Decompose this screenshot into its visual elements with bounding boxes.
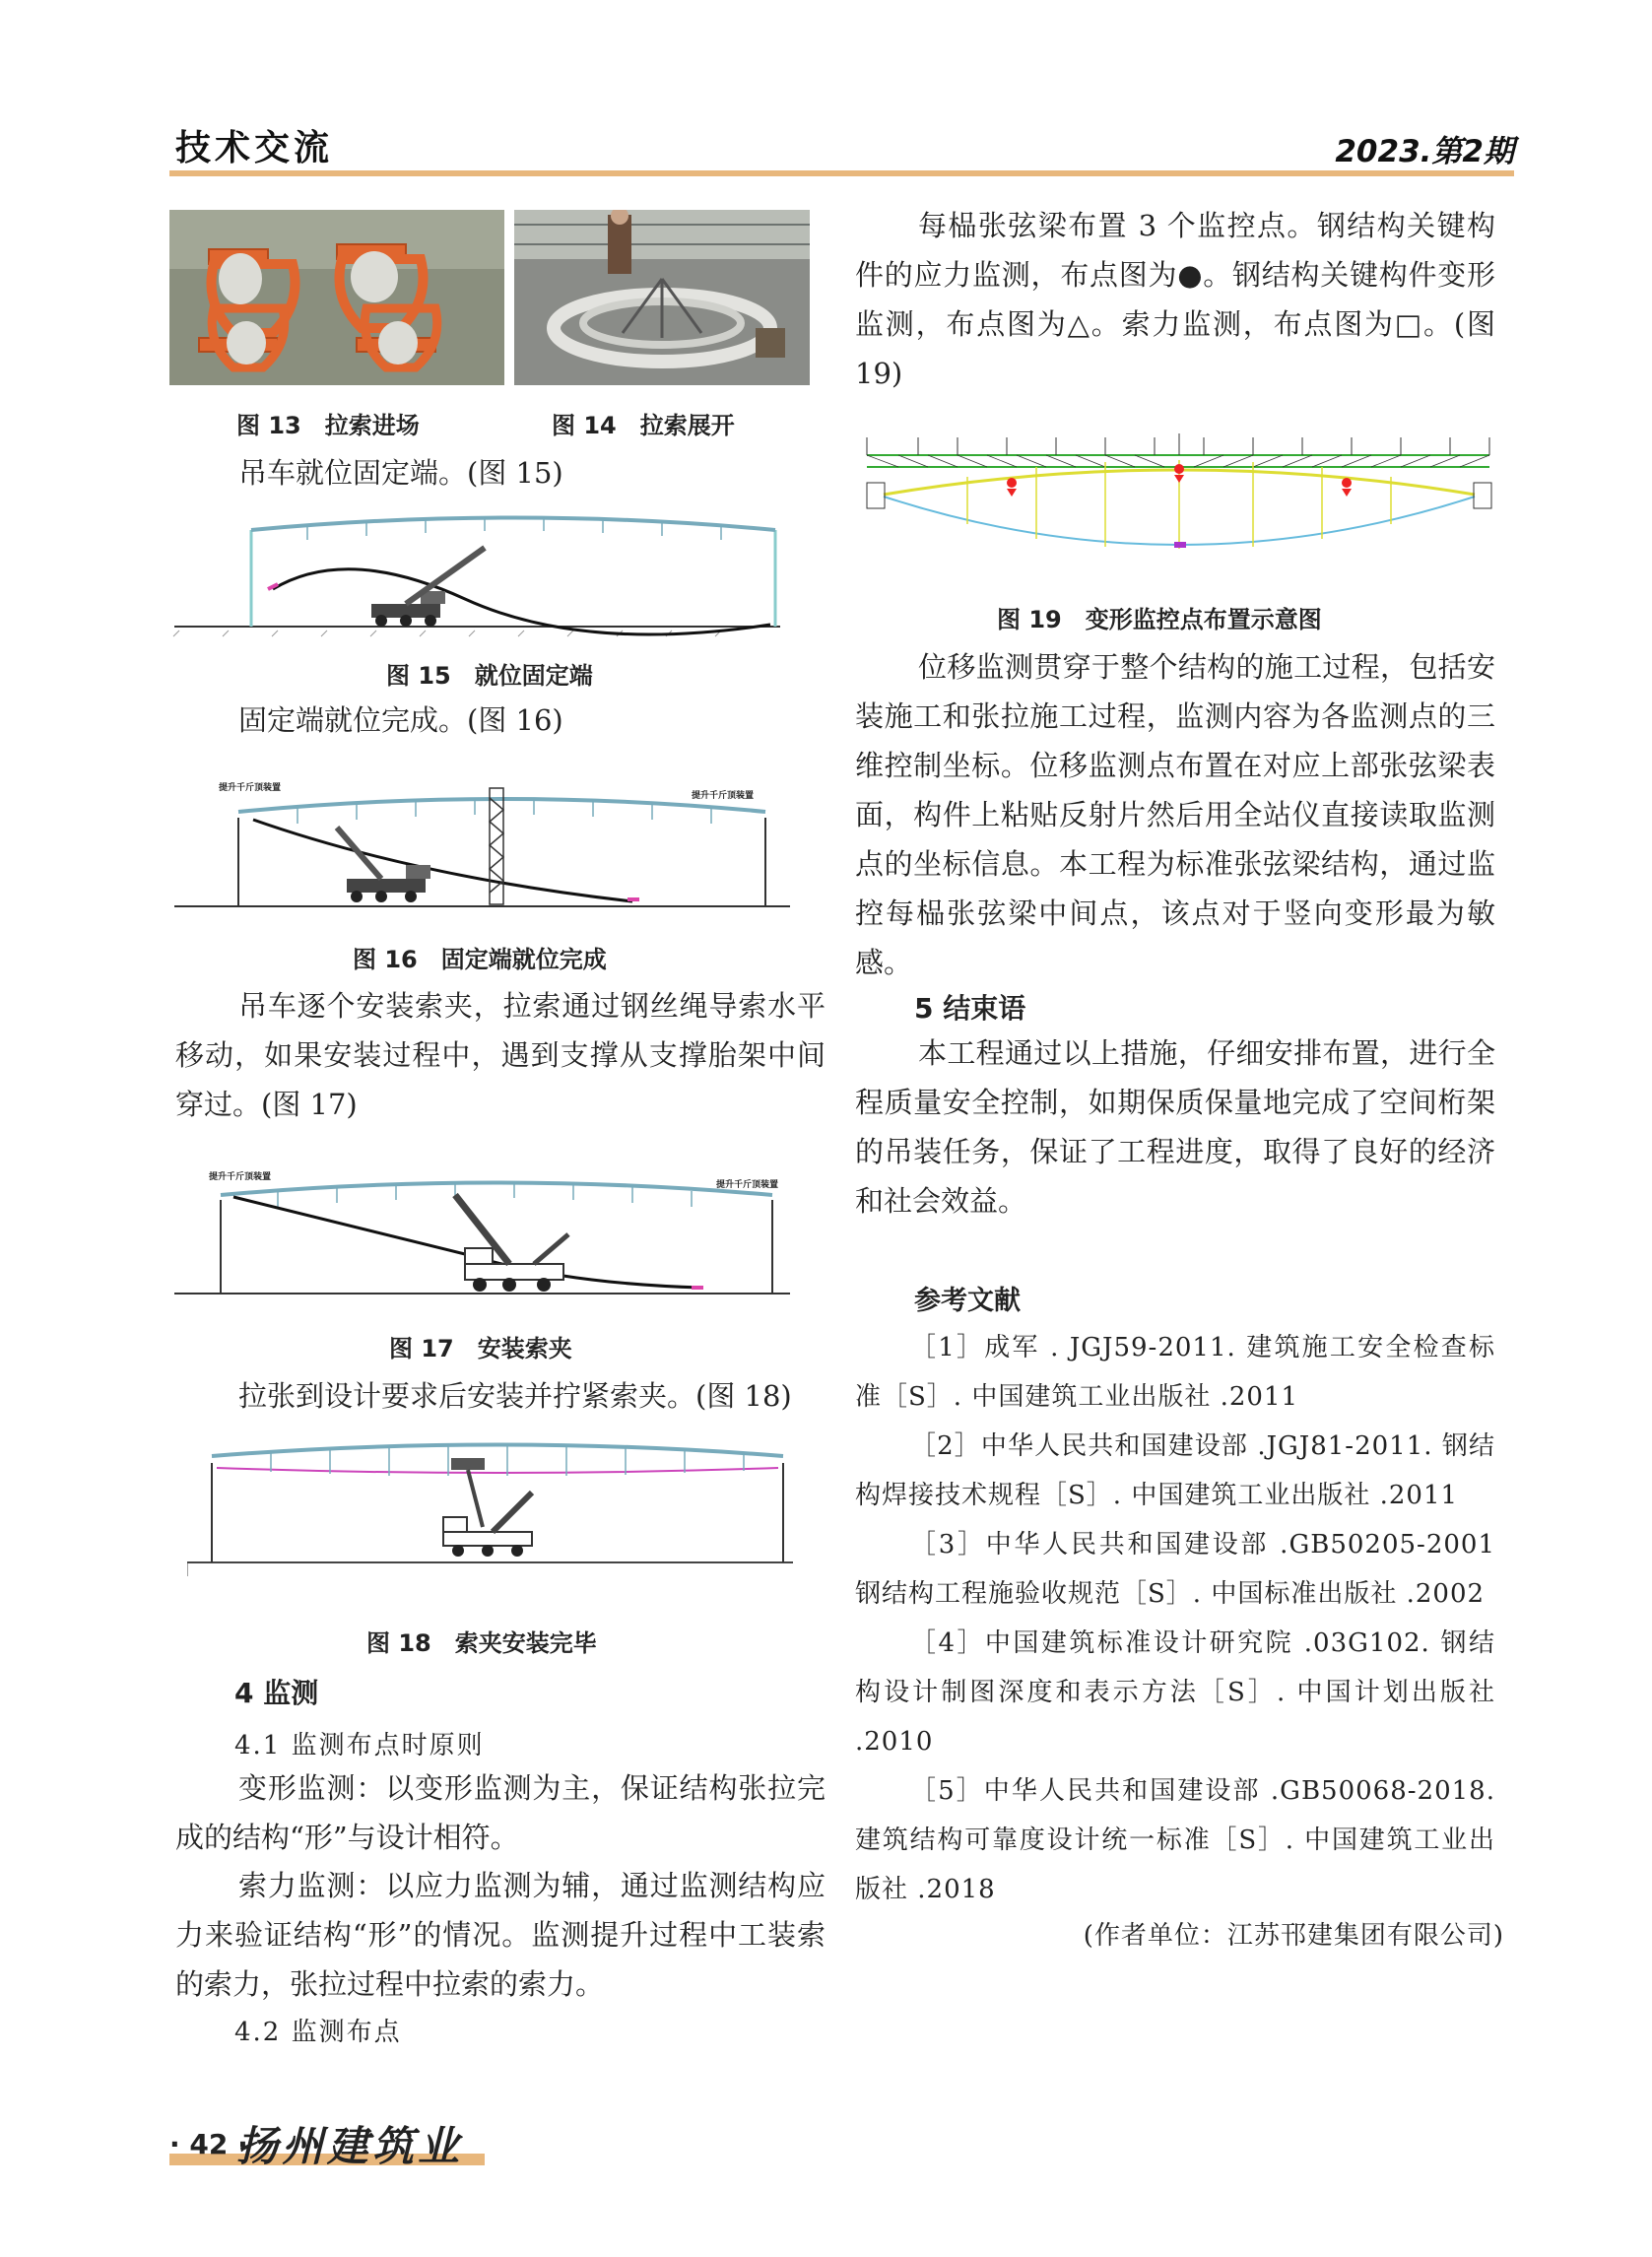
section-4-2-heading: 4.2 监测布点 [234, 2018, 402, 2047]
paragraph-tighten-clamps: 拉张到设计要求后安装并拧紧索夹。(图 18) [238, 1379, 792, 1413]
figure-14-caption: 图 14 拉索展开 [552, 412, 735, 439]
author-affiliation: (作者单位：江苏邗建集团有限公司) [1083, 1921, 1504, 1951]
jack-label-right: 提升千斤顶装置 [692, 791, 755, 801]
figure-15-diagram [169, 500, 790, 638]
section-5-heading: 5 结束语 [914, 992, 1026, 1025]
section-4-1-heading: 4.1 监测布点时原则 [234, 1731, 485, 1760]
reference-item: ［4］中国建筑标准设计研究院 .03G102. 钢结构设计制图深度和表示方法［S］. 中国计划出版社 .2010 [855, 1628, 1495, 1757]
references-title: 参考文献 [914, 1286, 1021, 1316]
paragraph-install-clamps: 吊车逐个安装索夹，拉索通过钢丝绳导索水平移动，如果安装过程中，遇到支撑从支撑胎架中间穿过。(图 17) [175, 989, 826, 1121]
paragraph-displacement-monitoring: 位移监测贯穿于整个结构的施工过程，包括安装施工和张拉施工过程，监测内容为各监测点的三维控制坐标。位移监测点布置在对应上部张弦梁表面，构件上粘贴反射片然后用全站仪直接读取监测点的坐标信息。本工程为标准张弦梁结构，通过监控每榀张弦梁中间点，该点对于竖向变形最为敏感。 [855, 650, 1495, 979]
page-number: · 42 · [169, 2128, 248, 2160]
paragraph-monitoring-points: 每榀张弦梁布置 3 个监控点。钢结构关键构件的应力监测，布点图为●。钢结构关键构件变形监测，布点图为△。索力监测，布点图为□。(图 19) [855, 209, 1495, 390]
paragraph-cable-force-monitoring: 索力监测：以应力监测为辅，通过监测结构应力来验证结构“形”的情况。监测提升过程中工装索的索力，张拉过程中拉索的索力。 [175, 1869, 826, 2001]
figure-13-caption: 图 13 拉索进场 [236, 412, 420, 439]
paragraph-crane-positioning: 吊车就位固定端。(图 15) [238, 456, 563, 490]
reference-item: ［2］中华人民共和国建设部 .JGJ81-2011. 钢结构焊接技术规程［S］. 中国建筑工业出版社 .2011 [855, 1431, 1495, 1510]
figure-16-diagram [169, 768, 800, 916]
figure-15-caption: 图 15 就位固定端 [386, 662, 593, 690]
jack-label-left: 提升千斤顶装置 [219, 783, 282, 793]
jack-label-left: 提升千斤顶装置 [209, 1172, 272, 1182]
figure-17-caption: 图 17 安装索夹 [389, 1335, 572, 1362]
figure-17-diagram [169, 1165, 800, 1303]
jack-label-right: 提升千斤顶装置 [716, 1180, 779, 1190]
reference-item: ［3］中华人民共和国建设部 .GB50205-2001 钢结构工程施验收规范［S］. 中国标准出版社 .2002 [855, 1530, 1495, 1609]
figure-16-caption: 图 16 固定端就位完成 [353, 946, 607, 973]
figure-19-diagram [859, 426, 1499, 562]
section-title: 技术交流 [175, 128, 334, 168]
header-rule [169, 170, 1514, 176]
paragraph-deformation-monitoring: 变形监测：以变形监测为主，保证结构张拉完成的结构“形”与设计相符。 [175, 1771, 826, 1854]
figure-14-photo [514, 210, 810, 385]
figure-18-caption: 图 18 索夹安装完毕 [366, 1629, 597, 1657]
journal-logo: 扬州建筑业 [236, 2122, 464, 2170]
figure-18-diagram [187, 1428, 798, 1576]
figure-13-photo [169, 210, 504, 385]
figure-19-caption: 图 19 变形监控点布置示意图 [997, 606, 1322, 633]
paragraph-fixed-end-done: 固定端就位完成。(图 16) [238, 703, 563, 737]
reference-item: ［1］成军 . JGJ59-2011. 建筑施工安全检查标准［S］. 中国建筑工业出版社 .2011 [855, 1333, 1495, 1412]
reference-item: ［5］中华人民共和国建设部 .GB50068-2018. 建筑结构可靠度设计统一标准［S］. 中国建筑工业出版社 .2018 [855, 1776, 1495, 1904]
paragraph-conclusion: 本工程通过以上措施，仔细安排布置，进行全程质量安全控制，如期保质保量地完成了空间桁架的吊装任务，保证了工程进度，取得了良好的经济和社会效益。 [855, 1036, 1495, 1218]
issue-label: 2023.第2期 [1335, 134, 1514, 169]
section-4-heading: 4 监测 [234, 1677, 319, 1709]
